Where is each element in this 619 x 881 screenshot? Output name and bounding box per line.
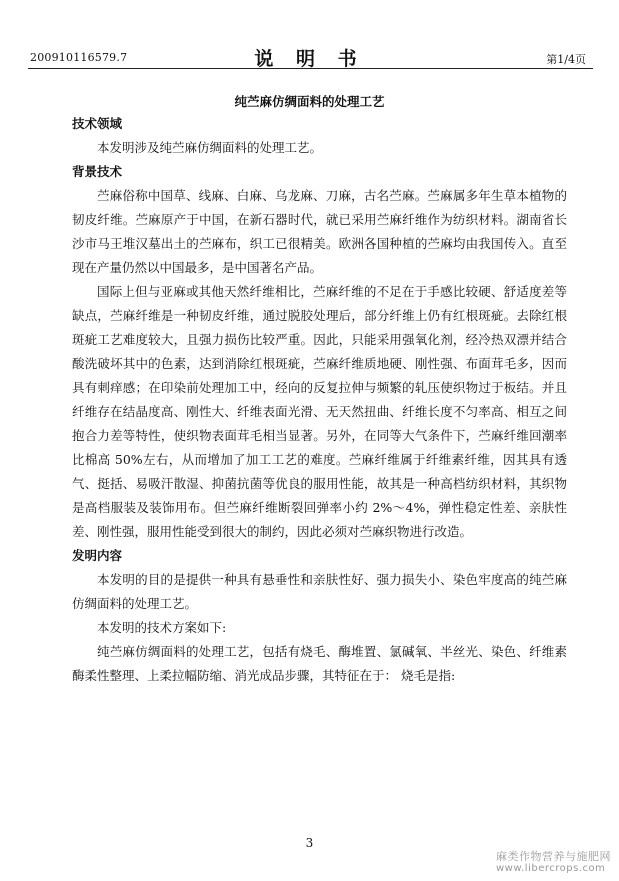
section-heading-background: 背景技术: [72, 164, 123, 179]
page-header-title: 说 明 书: [254, 48, 365, 70]
section-heading-technical-field: 技术领域: [72, 116, 123, 131]
paragraph: 本发明的目的是提供一种具有悬垂性和亲肤性好、强力损失小、染色牢度高的纯苎麻仿绸面料的处理工艺。: [72, 572, 567, 611]
paragraph: 本发明的技术方案如下:: [97, 620, 227, 635]
site-watermark: [496, 850, 611, 875]
document-body: [72, 112, 567, 688]
document-title: 纯苎麻仿绸面料的处理工艺: [234, 94, 385, 109]
paragraph: 纯苎麻仿绸面料的处理工艺，包括有烧毛、酶堆置、氯碱氧、半丝光、染色、纤维素酶柔性整理、上柔拉幅防缩、消光成品步骤，其特征在于： 烧毛是指:: [72, 644, 567, 683]
header-divider: [28, 68, 593, 69]
application-number: 200910116579.7: [30, 51, 128, 64]
page-indicator: 第1/4页: [546, 53, 586, 66]
paragraph: 国际上但与亚麻或其他天然纤维相比，苎麻纤维的不足在于手感比较硬、舒适度差等缺点，苎麻纤维是一种韧皮纤维，通过脱胶处理后，部分纤维上仍有红根斑疵。去除红根斑疵工艺难度较大，且强力损伤比较严重。因此，只能采用强氧化剂，经冷热双漂并结合酸洗破坏其中的色素，达到消除红根斑疵，苎麻纤维质地硬、刚性强、布面茸毛多，因而具有刺痒感；在印染前处理加工中，经向的反复拉伸与频繁的轧压使织物过于板结。并且纤维存在结晶度高、刚性大、纤维表面光滑、无天然扭曲、纤维长度不匀率高、相互之间抱合力差等特性，使织物表面茸毛相当显著。另外，在同等大气条件下，苎麻纤维回潮率比棉高 50%左右，从而增加了加工工艺的难度。苎麻纤维属于纤维素纤维，因其具有透气、挺括、易吸汗散湿、抑菌抗菌等优良的服用性能，故其是一种高档纺织材料，其织物是高档服装及装饰用布。但苎麻纤维断裂回弹率小约 2%～4%，弹性稳定性差、亲肤性差、刚性强，服用性能受到很大的制约，因此必须对苎麻织物进行改造。: [72, 284, 567, 539]
section-heading-invention: 发明内容: [72, 548, 123, 563]
paragraph: 本发明涉及纯苎麻仿绸面料的处理工艺。: [97, 140, 323, 155]
page-number: 3: [305, 836, 314, 850]
watermark-site-name: 麻类作物营养与施肥网: [496, 850, 611, 863]
paragraph: 苎麻俗称中国草、线麻、白麻、乌龙麻、刀麻，古名苎麻。苎麻属多年生草本植物的韧皮纤维。苎麻原产于中国，在新石器时代，就已采用苎麻纤维作为纺织材料。湖南省长沙市马王堆汉墓出土的苎麻布，织工已很精美。欧洲各国种植的苎麻均由我国传入。直至现在产量仍然以中国最多，是中国著名产品。: [72, 188, 567, 275]
watermark-url: www.libercrops.com: [496, 863, 606, 874]
